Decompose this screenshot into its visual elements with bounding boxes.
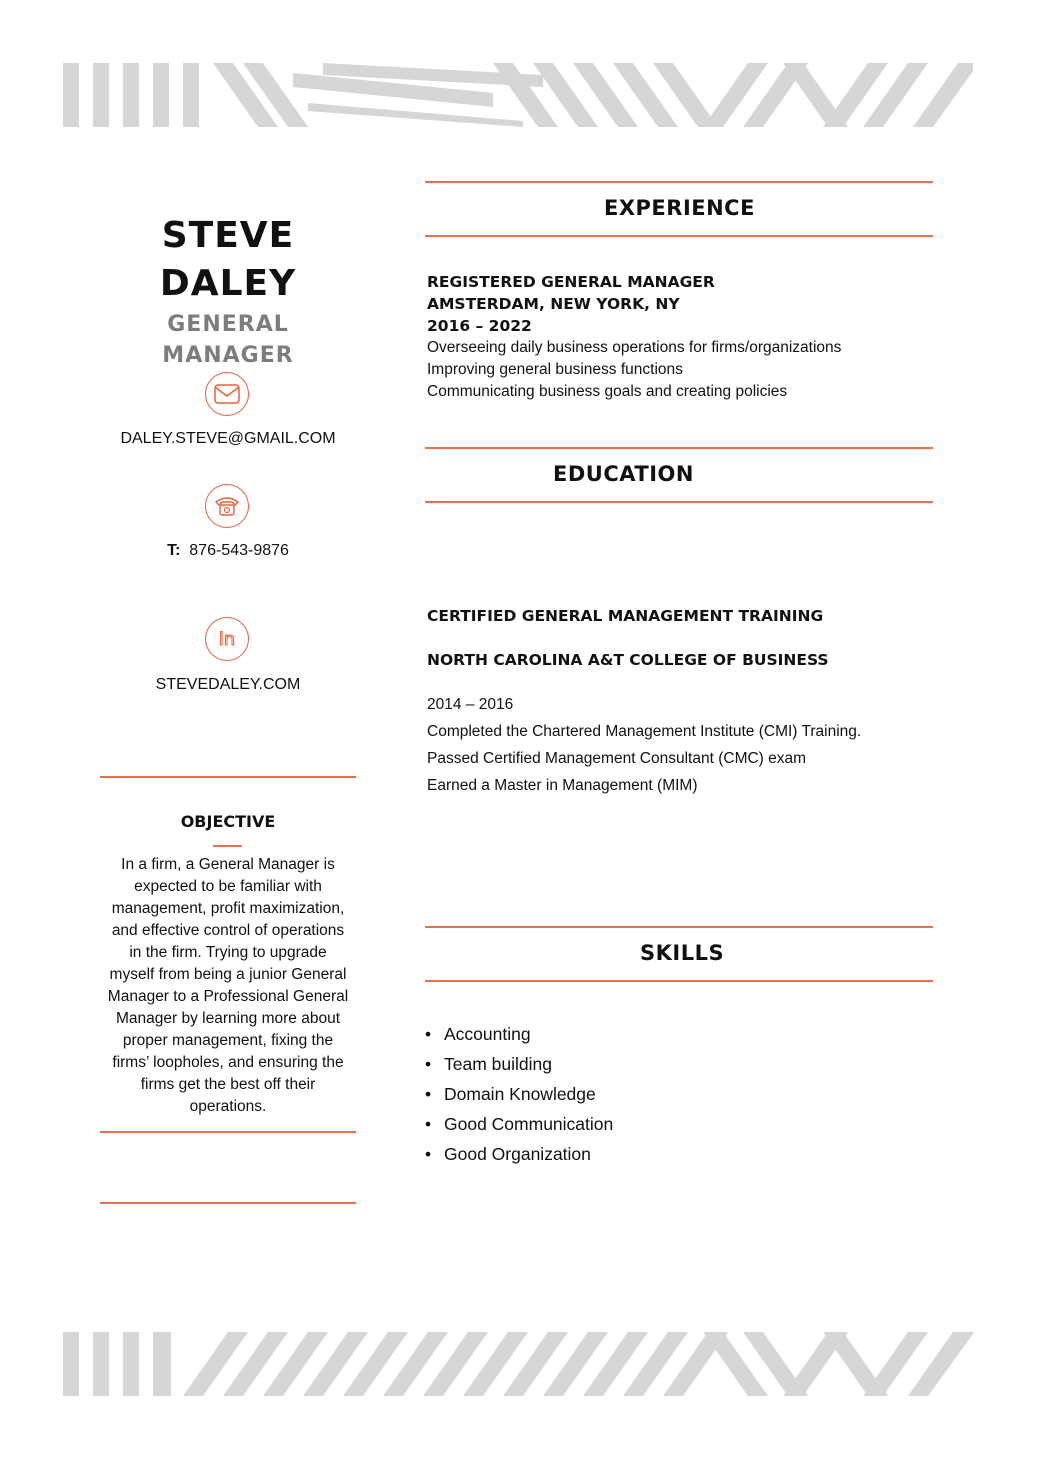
skill-label: Good Communication	[444, 1114, 614, 1134]
education-school: NORTH CAROLINA A&T COLLEGE OF BUSINESS	[427, 651, 829, 669]
experience-bottom-divider	[425, 235, 933, 237]
job-title-line1: GENERAL	[167, 312, 289, 337]
left-footer-divider	[100, 1202, 356, 1204]
objective-line: firms get the best off their	[140, 1076, 316, 1093]
skill-item	[425, 1052, 613, 1082]
education-detail: Earned a Master in Management (MIM)	[427, 777, 698, 794]
experience-duty: Overseeing daily business operations for firms/organizations	[427, 339, 842, 356]
experience-dates: 2016 – 2022	[427, 317, 532, 335]
experience-role: REGISTERED GENERAL MANAGER	[427, 273, 715, 291]
telephone-icon	[205, 484, 249, 528]
education-detail: Passed Certified Management Consultant (CMC) exam	[427, 750, 807, 767]
phone-label: T:	[167, 542, 181, 559]
last-name: DALEY	[159, 263, 297, 304]
objective-line: in the firm. Trying to upgrade	[129, 944, 327, 961]
bullet: •	[425, 1144, 432, 1164]
experience-duty: Improving general business functions	[427, 361, 683, 378]
svg-text:in: in	[218, 629, 236, 650]
education-top-divider	[425, 447, 933, 449]
bullet: •	[425, 1054, 432, 1074]
phone-line	[100, 542, 356, 560]
objective-text	[100, 854, 356, 1118]
first-name: STEVE	[161, 215, 295, 256]
objective-line: firms’ loopholes, and ensuring the	[112, 1054, 344, 1071]
skill-item	[425, 1082, 613, 1112]
objective-heading: OBJECTIVE	[180, 812, 276, 831]
education-program: CERTIFIED GENERAL MANAGEMENT TRAINING	[427, 607, 824, 625]
linkedin-icon	[205, 617, 249, 661]
skill-item	[425, 1142, 613, 1172]
objective-line: operations.	[189, 1098, 267, 1115]
experience-heading: EXPERIENCE	[604, 196, 755, 220]
skills-top-divider	[425, 926, 933, 928]
skills-list	[425, 1022, 613, 1172]
education-heading: EDUCATION	[553, 462, 694, 486]
bullet: •	[425, 1084, 432, 1104]
objective-top-divider	[100, 776, 356, 778]
skill-item	[425, 1022, 613, 1052]
objective-line: expected to be familiar with	[134, 878, 322, 895]
decorative-stripe-band-top	[63, 63, 973, 127]
job-title-line2: MANAGER	[162, 343, 294, 368]
objective-bottom-divider	[100, 1131, 356, 1133]
objective-line: Manager to a Professional General	[107, 988, 349, 1005]
skill-label: Domain Knowledge	[444, 1084, 596, 1104]
objective-line: and effective control of operations	[111, 922, 345, 939]
skill-item	[425, 1112, 613, 1142]
skill-label: Good Organization	[444, 1144, 591, 1164]
bullet: •	[425, 1114, 432, 1134]
website-link[interactable]: STEVEDALEY.COM	[155, 676, 301, 693]
objective-line: myself from being a junior General	[109, 966, 347, 983]
experience-duty: Communicating business goals and creating policies	[427, 383, 788, 400]
education-dates: 2014 – 2016	[427, 696, 514, 713]
objective-line: In a firm, a General Manager is	[121, 856, 335, 873]
skill-label: Accounting	[444, 1024, 531, 1044]
objective-line: Manager by learning more about	[115, 1010, 341, 1027]
objective-line: management, profit maximization,	[111, 900, 345, 917]
education-detail: Completed the Chartered Management Institute (CMI) Training.	[427, 723, 862, 740]
bullet: •	[425, 1024, 432, 1044]
skill-label: Team building	[444, 1054, 552, 1074]
email-link[interactable]: DALEY.STEVE@GMAIL.COM	[120, 430, 336, 447]
objective-line: proper management, fixing the	[122, 1032, 334, 1049]
decorative-stripe-band-bottom	[63, 1332, 973, 1396]
skills-bottom-divider	[425, 980, 933, 982]
education-bottom-divider	[425, 501, 933, 503]
envelope-icon	[205, 372, 249, 416]
phone-number[interactable]: 876-543-9876	[189, 542, 289, 559]
experience-top-divider	[425, 181, 933, 183]
skills-heading: SKILLS	[640, 941, 725, 965]
objective-heading-underline	[213, 845, 242, 847]
experience-location: AMSTERDAM, NEW YORK, NY	[427, 295, 680, 313]
